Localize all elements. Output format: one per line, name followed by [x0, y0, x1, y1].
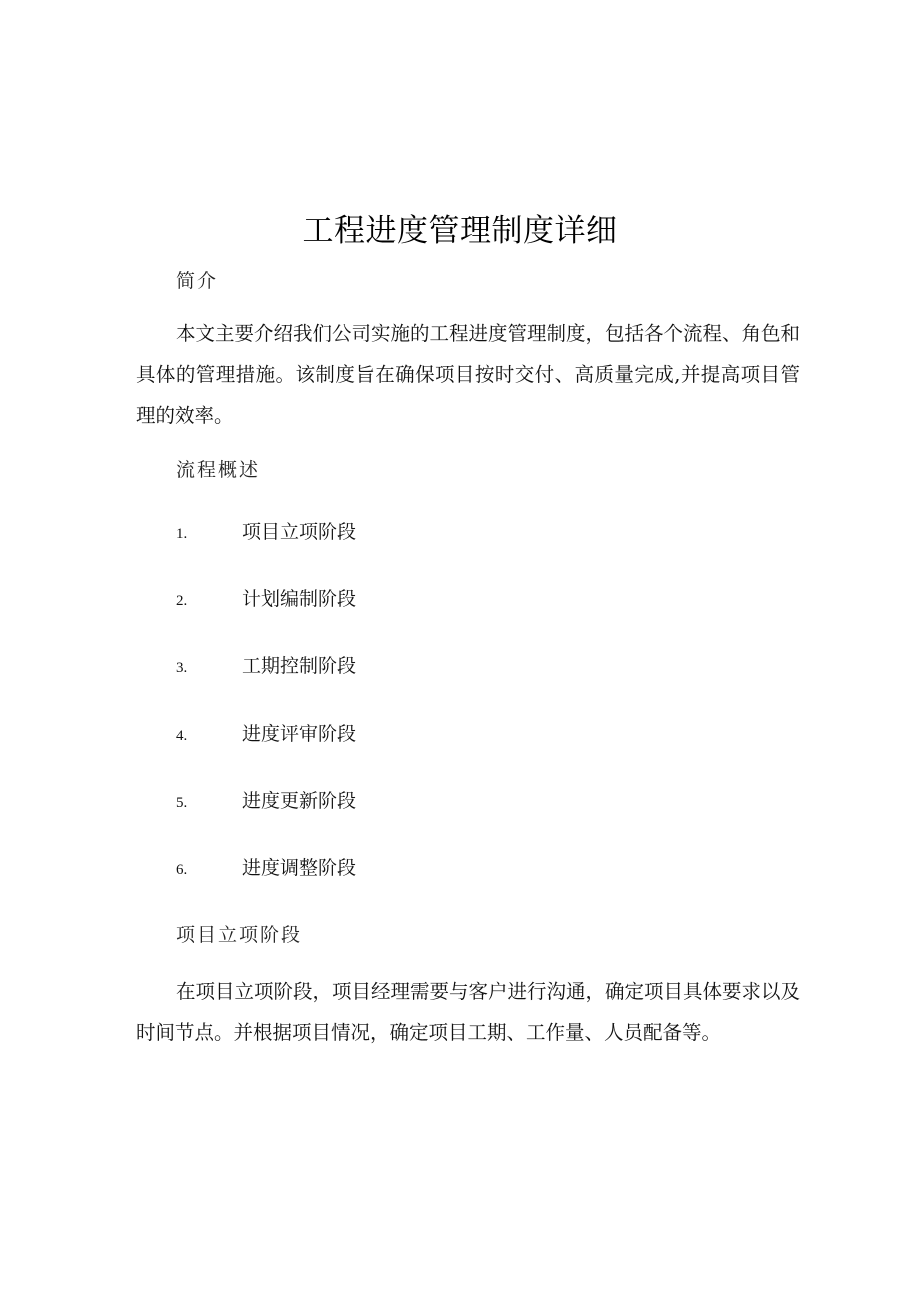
list-label: 计划编制阶段 [242, 588, 357, 610]
document-title: 工程进度管理制度详细 [302, 213, 618, 249]
list-item [176, 787, 576, 817]
list-number: 3. [176, 660, 188, 676]
list-label: 进度评审阶段 [242, 723, 357, 745]
list-label: 项目立项阶段 [242, 521, 357, 543]
list-label: 进度更新阶段 [242, 790, 357, 812]
list-number: 1. [176, 526, 188, 542]
list-item [176, 854, 576, 884]
list-number: 2. [176, 593, 188, 609]
list-item [176, 720, 576, 750]
intro-paragraph: 本文主要介绍我们公司实施的工程进度管理制度，包括各个流程、角色和具体的管理措施。该制度旨在确保项目按时交付、高质量完成,并提高项目管理的效率。 [136, 322, 801, 427]
list-number: 6. [176, 862, 188, 878]
list-item [176, 652, 576, 682]
list-label: 工期控制阶段 [242, 655, 357, 677]
stage1-heading: 项目立项阶段 [176, 924, 303, 946]
list-label: 进度调整阶段 [242, 857, 357, 879]
list-number: 4. [176, 728, 188, 744]
stage1-paragraph: 在项目立项阶段，项目经理需要与客户进行沟通，确定项目具体要求以及时间节点。并根据项目情况，确定项目工期、工作量、人员配备等。 [136, 980, 801, 1044]
list-number: 5. [176, 795, 188, 811]
list-item [176, 518, 576, 548]
list-item [176, 585, 576, 615]
intro-heading: 简介 [176, 270, 219, 292]
overview-heading: 流程概述 [176, 459, 261, 481]
